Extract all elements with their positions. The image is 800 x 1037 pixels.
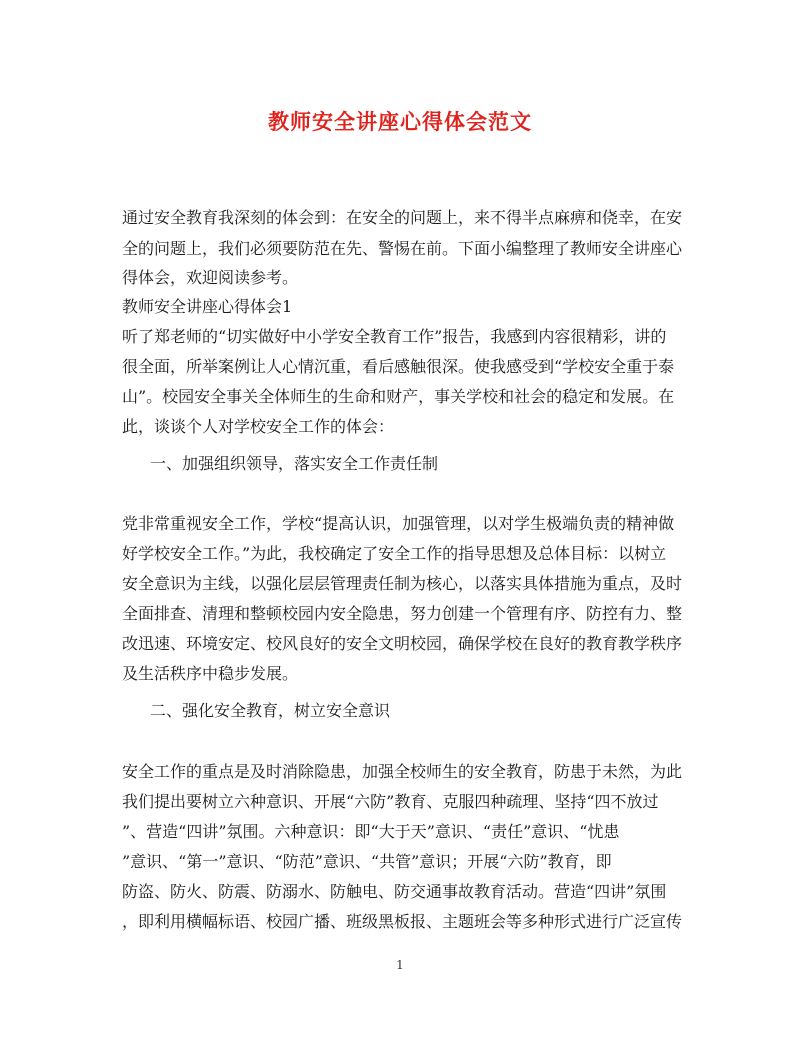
page-number: 1 (396, 958, 404, 972)
paragraph-line: 我们提出要树立六种意识、开展“六防”教育、克服四种疏理、坚持“四不放过 (122, 792, 659, 811)
paragraph-line: 党非常重视安全工作，学校“提高认识，加强管理，以对学生极端负责的精神做 (122, 514, 675, 533)
paragraph-line: 很全面，所举案例让人心情沉重，看后感触很深。使我感受到“学校安全重于泰 (122, 357, 675, 376)
paragraph-line: ”意识、“第一”意识、“防范”意识、“共管”意识；开展“六防”教育，即 (122, 852, 612, 871)
paragraph-line: ，即利用横幅标语、校园广播、班级黑板报、主题班会等多种形式进行广泛宣传 (122, 912, 683, 931)
paragraph-line: 山”。校园安全事关全体师生的生命和财产，事关学校和社会的稳定和发展。在 (122, 387, 675, 406)
paragraph-line: 安全工作的重点是及时消除隐患，加强全校师生的安全教育，防患于未然，为此 (122, 762, 683, 781)
point-heading: 一、加强组织领导，落实安全工作责任制 (150, 454, 439, 473)
document-title: 教师安全讲座心得体会范文 (268, 109, 532, 134)
intro-line: 得体会，欢迎阅读参考。 (122, 268, 299, 287)
paragraph-line: 全面排查、清理和整顿校园内安全隐患，努力创建一个管理有序、防控有力、整 (122, 604, 683, 623)
paragraph-line: 及生活秩序中稳步发展。 (122, 664, 299, 683)
paragraph-line: 好学校安全工作。”为此，我校确定了安全工作的指导思想及总体目标：以树立 (122, 544, 667, 563)
paragraph-line: 安全意识为主线，以强化层层管理责任制为核心，以落实具体措施为重点，及时 (122, 574, 683, 593)
point-heading: 二、强化安全教育，树立安全意识 (150, 701, 391, 720)
intro-line: 全的问题上，我们必须要防范在先、警惕在前。下面小编整理了教师安全讲座心 (122, 239, 683, 258)
section-heading: 教师安全讲座心得体会1 (122, 297, 293, 316)
intro-line: 通过安全教育我深刻的体会到：在安全的问题上，来不得半点麻痹和侥幸，在安 (122, 208, 683, 227)
paragraph-line: 此，谈谈个人对学校安全工作的体会： (122, 417, 395, 436)
paragraph-line: 改迅速、环境安定、校风良好的安全文明校园，确保学校在良好的教育教学秩序 (122, 634, 683, 653)
paragraph-line: 防盗、防火、防震、防溺水、防触电、防交通事故教育活动。营造“四讲”氛围 (122, 882, 667, 901)
paragraph-line: ”、营造“四讲”氛围。六种意识：即“大于天”意识、“责任”意识、“忧患 (122, 822, 620, 841)
paragraph-line: 听了郑老师的“切实做好中小学安全教育工作”报告，我感到内容很精彩，讲的 (122, 327, 667, 346)
